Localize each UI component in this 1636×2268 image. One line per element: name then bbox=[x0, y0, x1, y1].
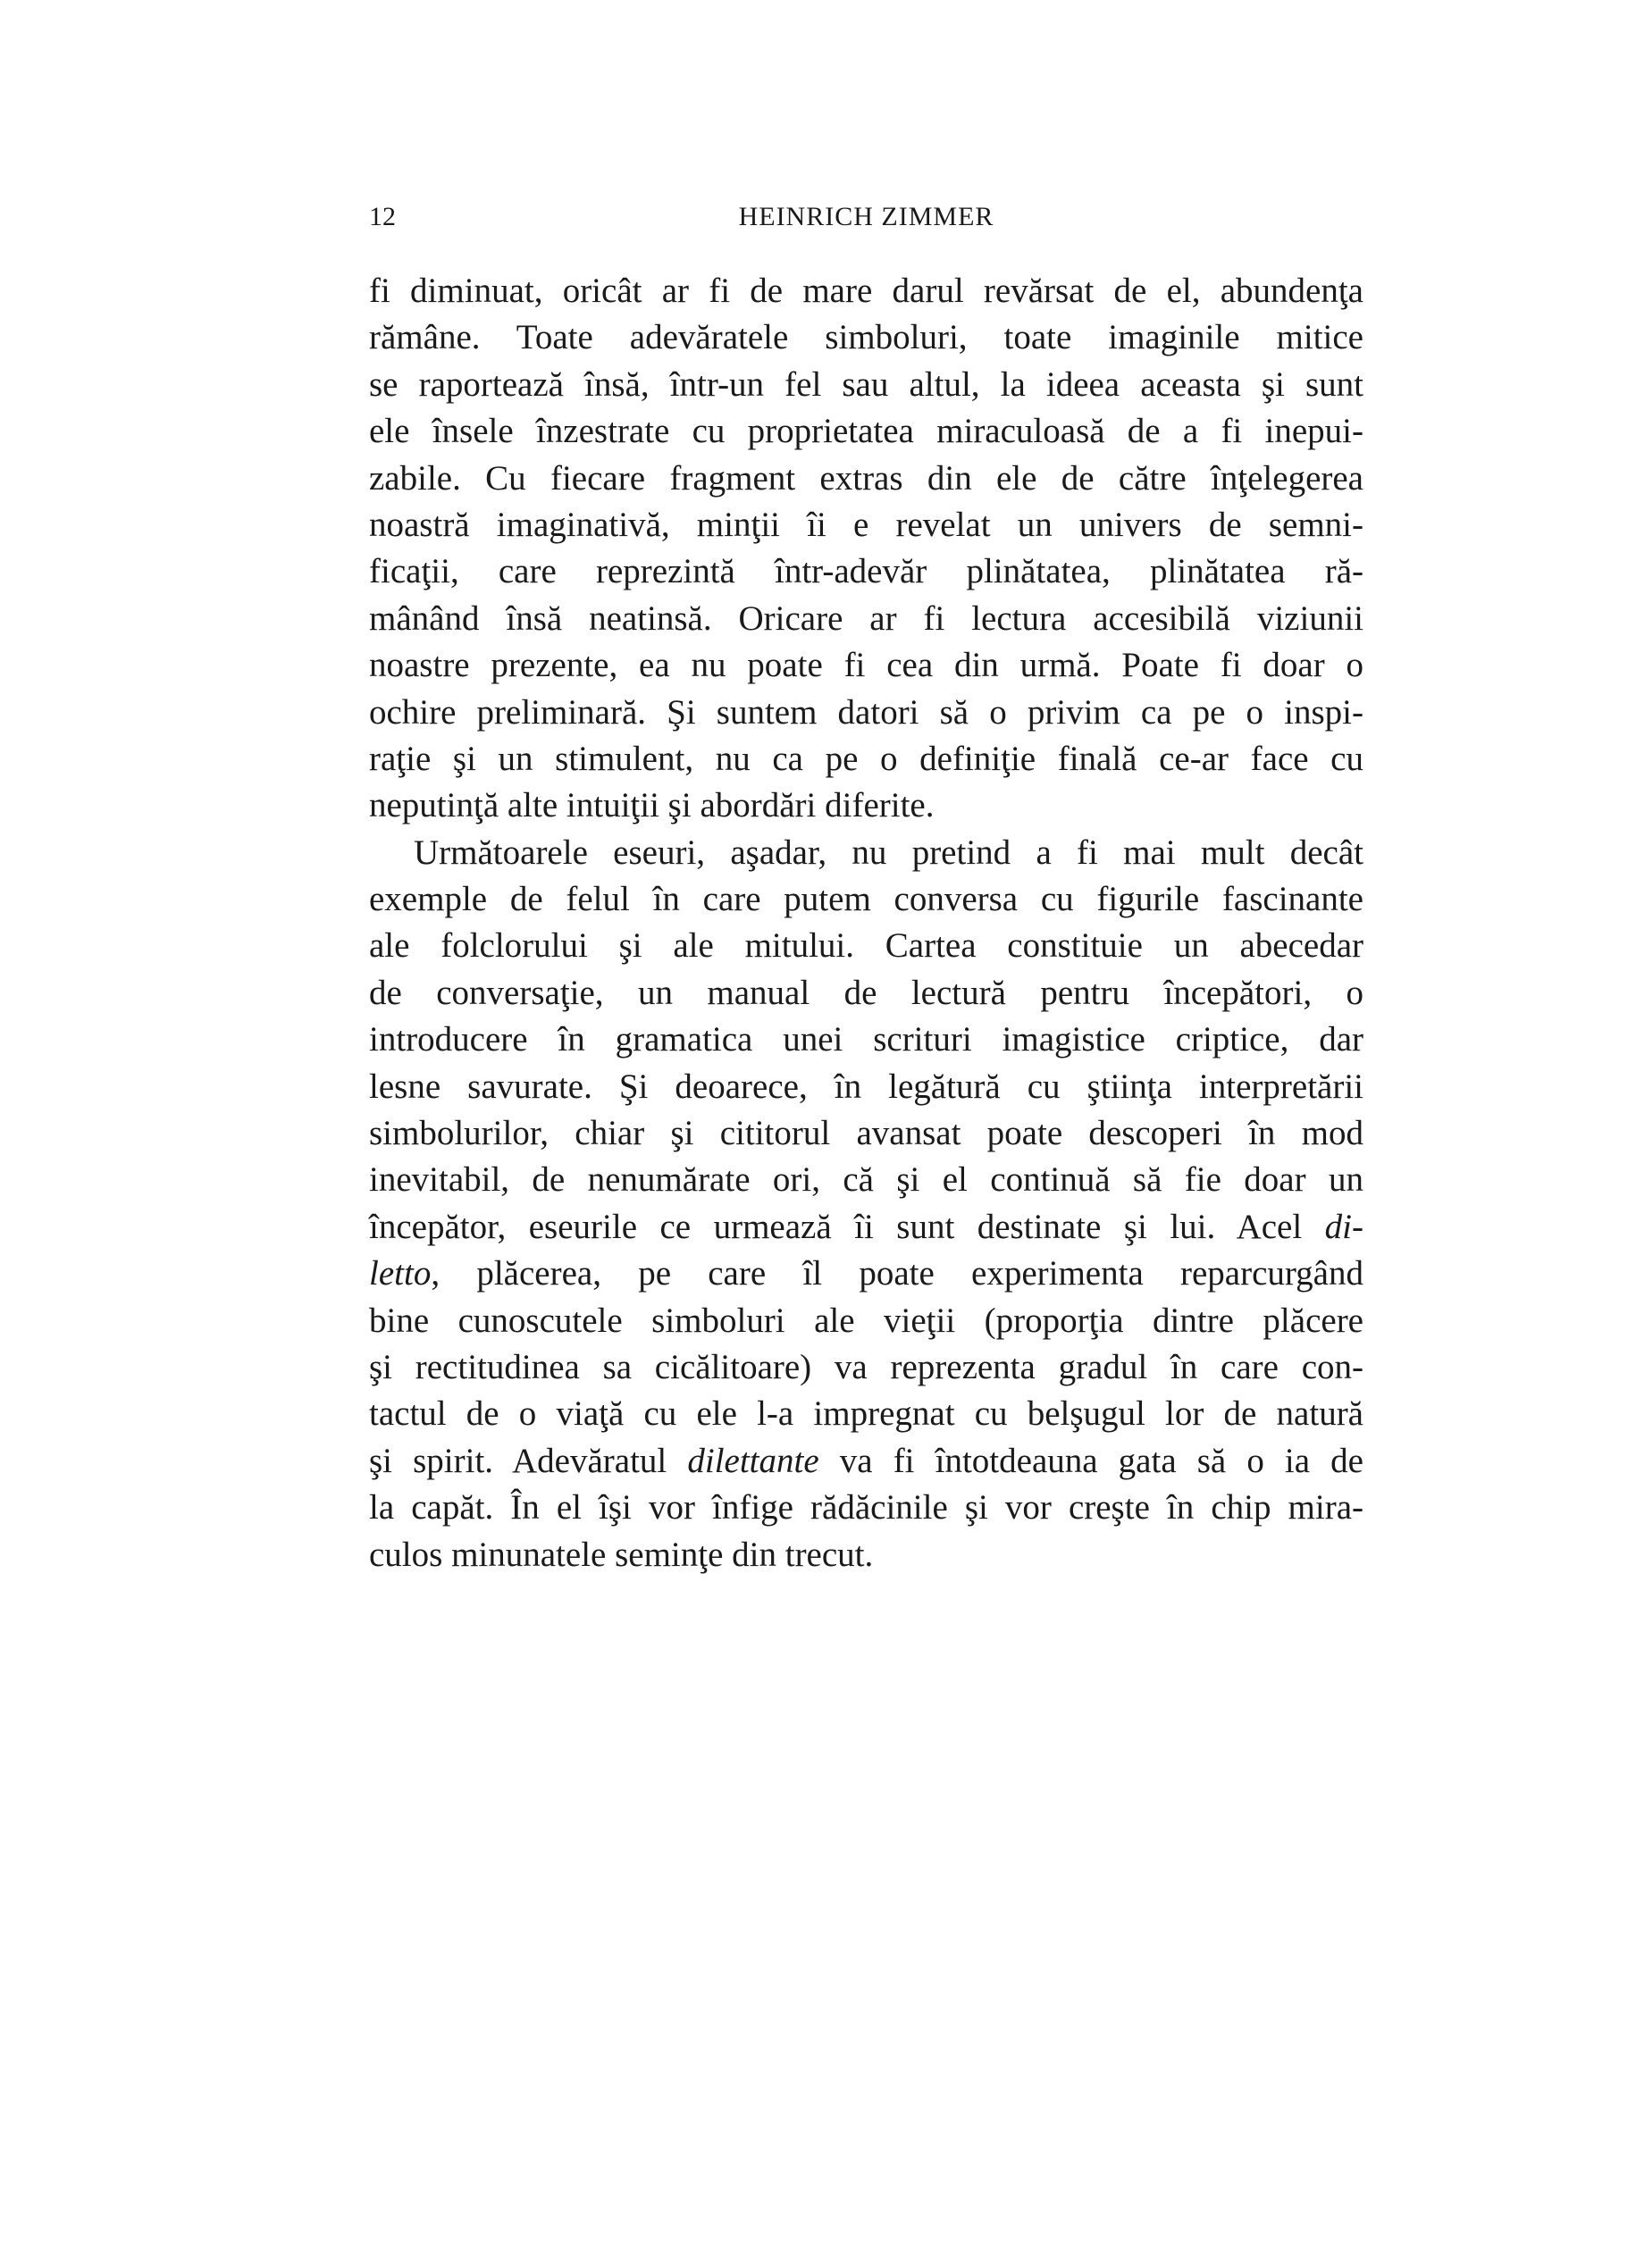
text-segment: noastre prezente, ea nu poate fi cea din urmă. Poate fi doar o bbox=[369, 646, 1363, 685]
text-segment: introducere în gramatica unei scrituri imagistice criptice, dar bbox=[369, 1020, 1363, 1059]
text-segment: neputinţă alte intuiţii şi abordări diferite. bbox=[369, 786, 935, 825]
text-line bbox=[369, 1532, 1363, 1578]
text-line bbox=[369, 1157, 1363, 1203]
text-line bbox=[369, 970, 1363, 1017]
text-line bbox=[369, 1438, 1363, 1485]
text-segment: culos minunatele seminţe din trecut. bbox=[369, 1535, 874, 1574]
text-segment: rămâne. Toate adevăratele simboluri, toate imaginile mitice bbox=[369, 318, 1363, 357]
text-segment: , plăcerea, pe care îl poate experimenta reparcurgând bbox=[431, 1254, 1363, 1293]
text-segment: Următoarele eseuri, aşadar, nu pretind a fi mai mult decât bbox=[414, 833, 1363, 872]
text-segment: se raportează însă, într-un fel sau altul, la ideea aceasta şi sunt bbox=[369, 364, 1363, 404]
text-line bbox=[369, 1485, 1363, 1531]
text-segment: şi spirit. Adevăratul bbox=[369, 1441, 688, 1480]
text-line bbox=[369, 268, 1363, 314]
text-line bbox=[369, 830, 1363, 876]
text-line bbox=[369, 314, 1363, 361]
text-segment: simbolurilor, chiar şi cititorul avansat poate descoperi în mod bbox=[369, 1114, 1363, 1153]
text-line bbox=[369, 596, 1363, 642]
text-segment: ele însele înzestrate cu proprietatea miraculoasă de a fi inepui- bbox=[369, 412, 1363, 451]
text-line bbox=[369, 1391, 1363, 1437]
italic-text: dilettante bbox=[687, 1441, 819, 1480]
text-line bbox=[369, 456, 1363, 502]
text-segment: de conversaţie, un manual de lectură pentru începători, o bbox=[369, 973, 1363, 1012]
text-segment: ochire preliminară. Şi suntem datori să o privim ca pe o inspi- bbox=[369, 692, 1363, 732]
text-segment: tactul de o viaţă cu ele l-a impregnat cu belşugul lor de natură bbox=[369, 1394, 1363, 1434]
body-text bbox=[369, 268, 1363, 1578]
text-segment: exemple de felul în care putem conversa cu figurile fascinante bbox=[369, 880, 1363, 919]
text-segment: va fi întotdeauna gata să o ia de bbox=[818, 1441, 1363, 1480]
text-line bbox=[369, 783, 1363, 829]
text-segment: noastră imaginativă, minţii îi e revelat un univers de semni- bbox=[369, 505, 1363, 544]
text-line bbox=[369, 502, 1363, 548]
paragraph bbox=[369, 830, 1363, 1578]
text-line bbox=[369, 1017, 1363, 1063]
text-line bbox=[369, 1110, 1363, 1157]
text-segment: la capăt. În el îşi vor înfige rădăcinile şi vor creşte în chip mira- bbox=[369, 1488, 1363, 1527]
text-line bbox=[369, 1064, 1363, 1110]
text-segment: raţie şi un stimulent, nu ca pe o definiţie finală ce-ar face cu bbox=[369, 739, 1363, 778]
text-line bbox=[369, 362, 1363, 408]
text-segment: începător, eseurile ce urmează îi sunt destinate şi lui. Acel bbox=[369, 1207, 1325, 1246]
paragraph bbox=[369, 268, 1363, 830]
text-line bbox=[369, 923, 1363, 969]
text-segment: şi rectitudinea sa cicălitoare) va reprezenta gradul în care con- bbox=[369, 1347, 1363, 1386]
text-line bbox=[369, 1344, 1363, 1391]
text-segment: ficaţii, care reprezintă într-adevăr plinătatea, plinătatea ră- bbox=[369, 552, 1363, 591]
text-line bbox=[369, 1251, 1363, 1297]
text-line bbox=[369, 736, 1363, 783]
text-line bbox=[369, 1298, 1363, 1344]
text-segment: bine cunoscutele simboluri ale vieţii (proporţia dintre plăcere bbox=[369, 1301, 1363, 1340]
text-segment: mânând însă neatinsă. Oricare ar fi lectura accesibilă viziunii bbox=[369, 598, 1363, 638]
text-line bbox=[369, 548, 1363, 595]
text-line bbox=[369, 408, 1363, 455]
text-line bbox=[369, 1204, 1363, 1251]
text-segment: ale folclorului şi ale mitului. Cartea constituie un abecedar bbox=[369, 926, 1363, 966]
italic-text: letto bbox=[369, 1254, 432, 1293]
text-line bbox=[369, 690, 1363, 736]
text-segment: fi diminuat, oricât ar fi de mare darul revărsat de el, abundenţa bbox=[369, 272, 1363, 310]
text-segment: zabile. Cu fiecare fragment extras din ele de către înţelegerea bbox=[369, 458, 1363, 498]
text-segment: lesne savurate. Şi deoarece, în legătură cu ştiinţa interpretării bbox=[369, 1067, 1363, 1106]
text-line bbox=[369, 642, 1363, 689]
running-title: HEINRICH ZIMMER bbox=[738, 202, 994, 231]
page-number: 12 bbox=[369, 202, 396, 231]
text-line bbox=[369, 876, 1363, 923]
text-segment: inevitabil, de nenumărate ori, că şi el continuă să fie doar un bbox=[369, 1160, 1363, 1200]
running-head bbox=[369, 202, 1363, 238]
italic-text: di- bbox=[1324, 1207, 1363, 1246]
